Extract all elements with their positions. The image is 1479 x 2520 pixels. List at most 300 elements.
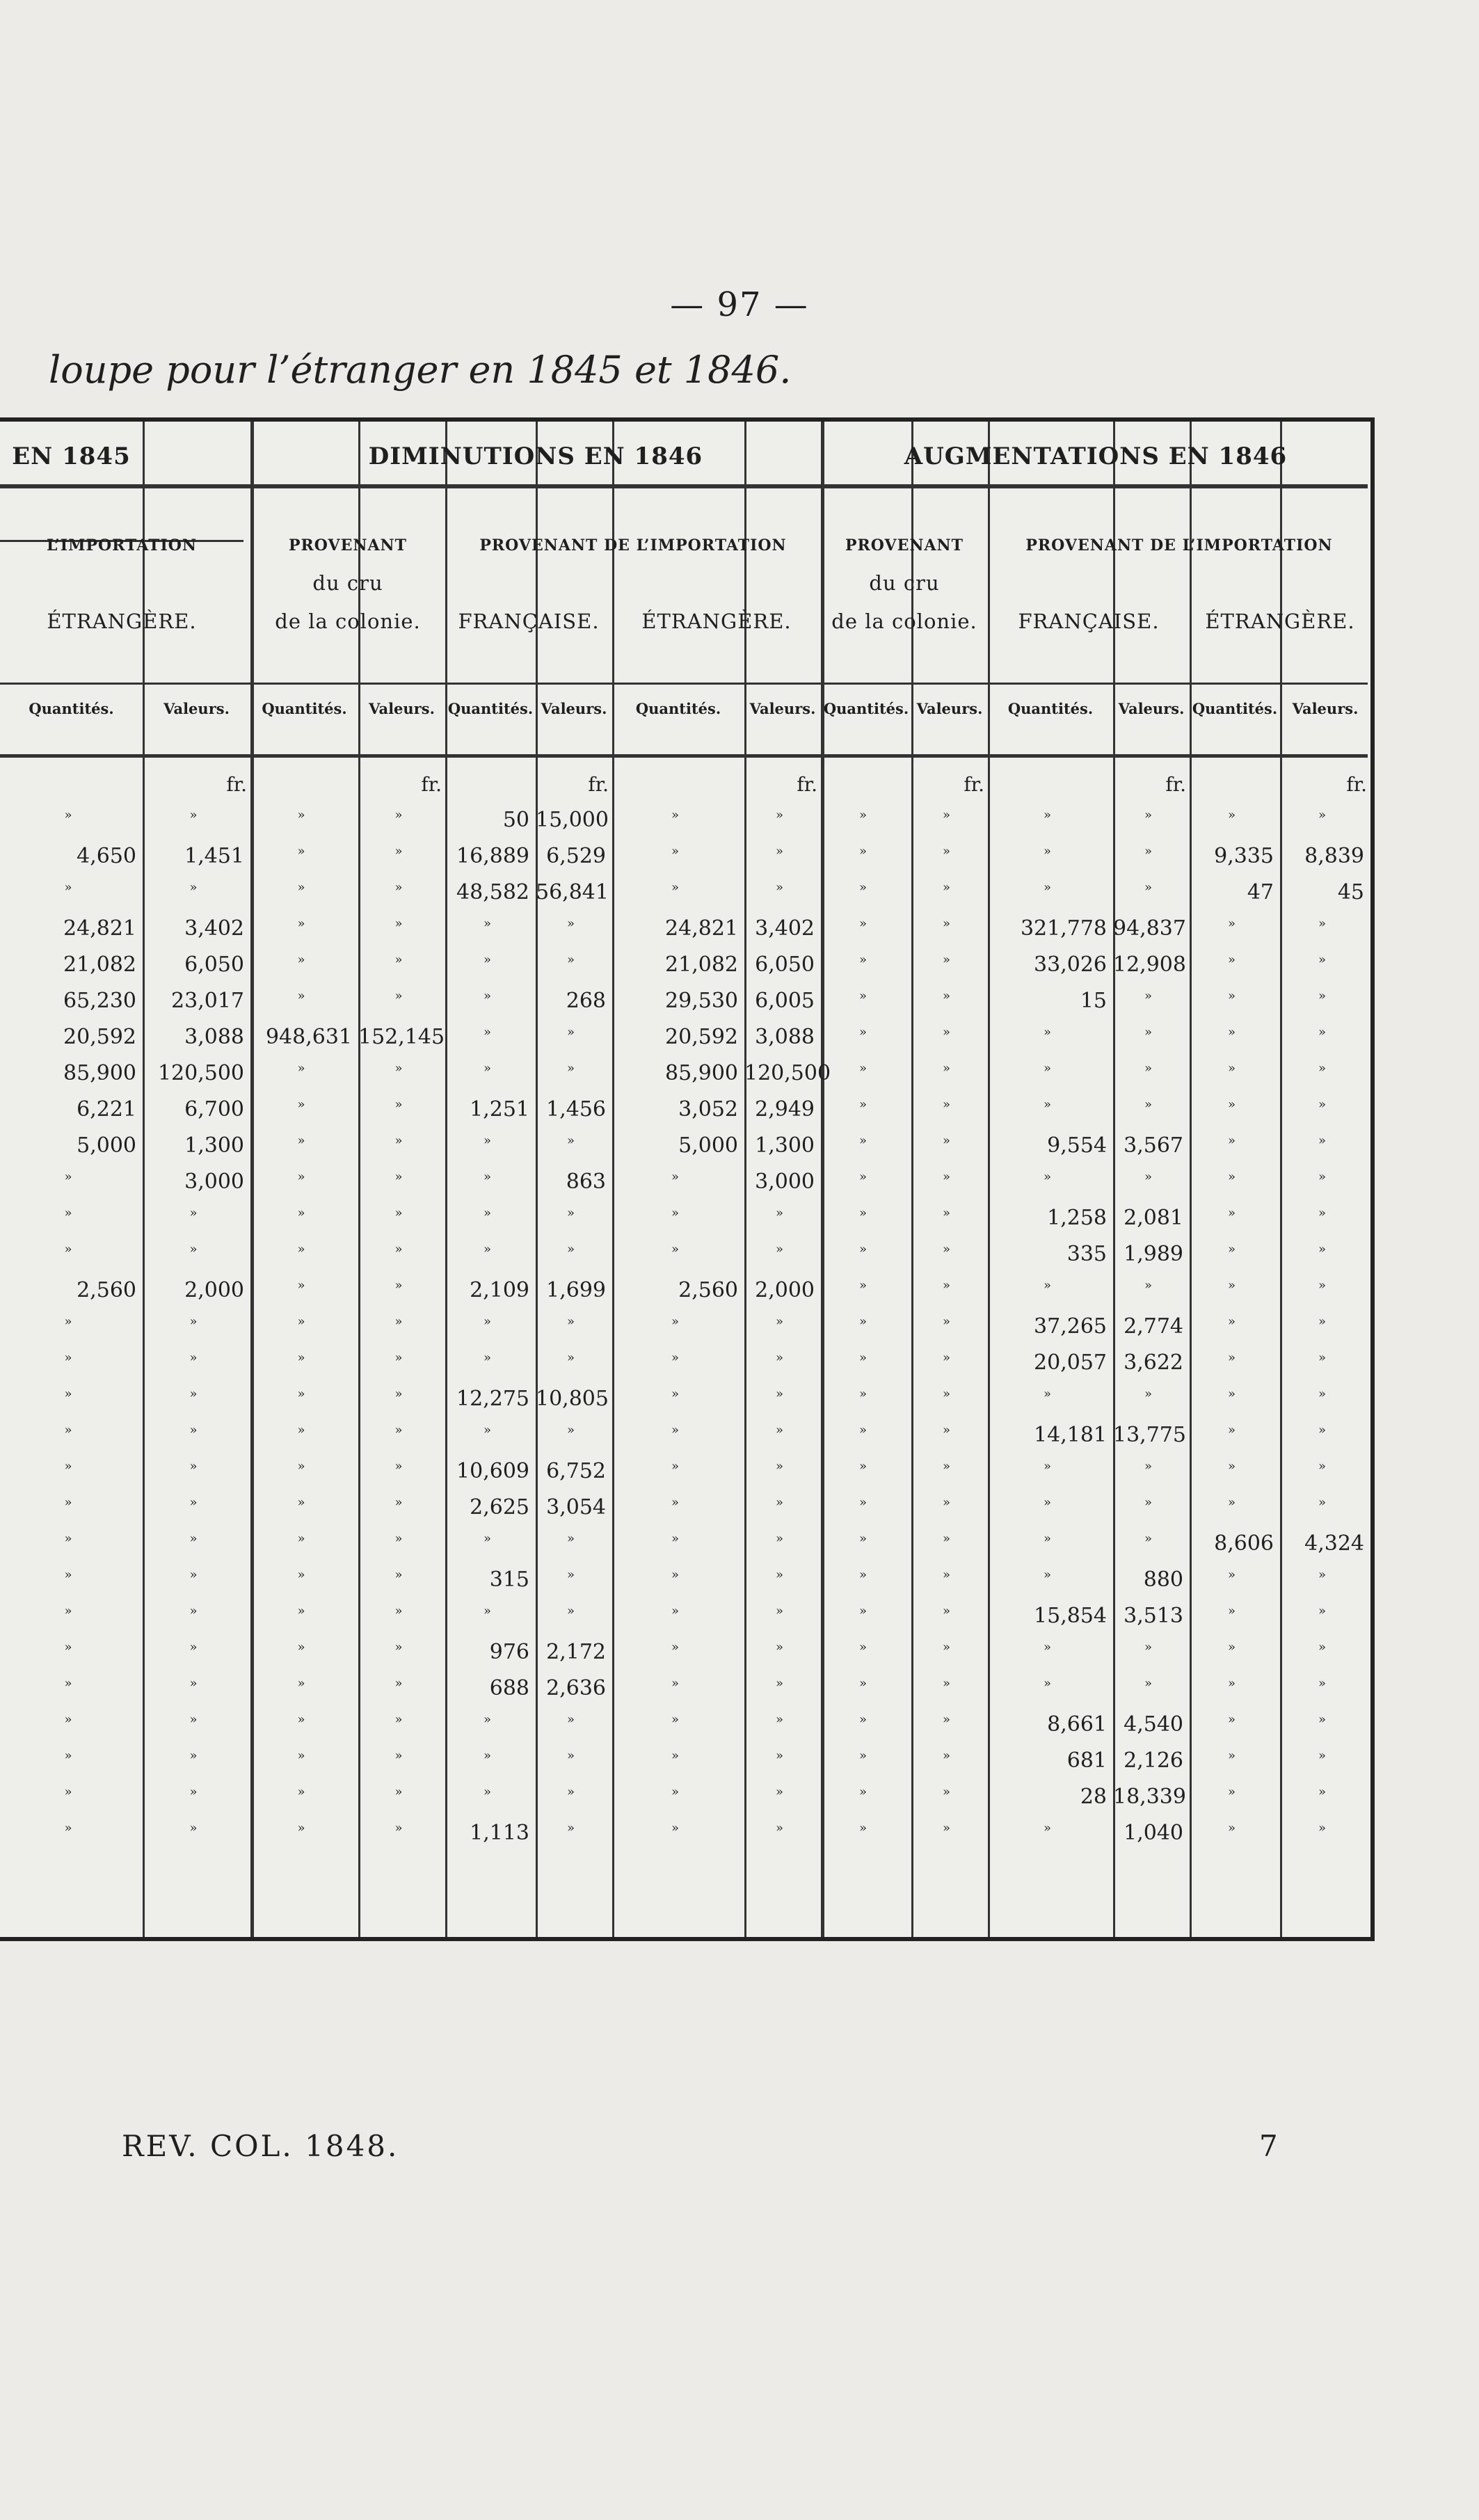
table-cell: » <box>671 1712 679 1727</box>
table-row <box>0 1785 1370 1821</box>
table-cell: » <box>858 1242 867 1257</box>
table-cell: 1,699 <box>546 1278 606 1302</box>
table-cell: » <box>775 1640 783 1654</box>
table-cell: » <box>671 1640 679 1654</box>
header-rule <box>0 484 1368 488</box>
table-cell: » <box>671 844 679 859</box>
table-cell: » <box>1318 1206 1326 1220</box>
table-cell: 1,258 <box>1047 1206 1107 1230</box>
unit-fr: fr. <box>226 773 247 796</box>
table-cell: » <box>297 1170 305 1184</box>
table-cell: » <box>64 1314 72 1329</box>
table-cell: 3,054 <box>546 1495 606 1520</box>
table-cell: » <box>1227 1025 1236 1039</box>
table-cell: » <box>671 1785 679 1799</box>
table-row <box>0 1133 1370 1170</box>
table-cell: » <box>1144 1061 1152 1076</box>
header-de-la-colonie: de la colonie. <box>275 609 421 633</box>
table-cell: » <box>858 880 867 895</box>
table-cell: » <box>942 1242 950 1257</box>
table-cell: » <box>671 1459 679 1474</box>
table-cell: » <box>775 1604 783 1618</box>
table-cell: 2,172 <box>546 1640 606 1664</box>
table-cell: » <box>1318 1821 1326 1835</box>
table-cell: » <box>942 1640 950 1654</box>
table-cell: » <box>394 1314 403 1329</box>
table-cell: » <box>1227 1170 1236 1184</box>
header-de-la-colonie-aug: de la colonie. <box>831 609 977 633</box>
table-cell: » <box>671 1350 679 1365</box>
table-row <box>0 916 1370 952</box>
table-row <box>0 1531 1370 1568</box>
table-cell: » <box>858 1640 867 1654</box>
table-cell: » <box>942 1495 950 1510</box>
table-cell: 8,606 <box>1214 1531 1274 1556</box>
table-cell: 3,052 <box>678 1097 738 1122</box>
table-cell: 9,335 <box>1214 844 1274 868</box>
table-cell: 15,000 <box>536 808 609 832</box>
col-quantites: Quantités. <box>262 700 347 717</box>
table-cell: 1,251 <box>470 1097 529 1122</box>
table-cell: » <box>394 1170 403 1184</box>
table-cell: » <box>942 1170 950 1184</box>
table-cell: » <box>942 1061 950 1076</box>
table-cell: » <box>775 1350 783 1365</box>
table-cell: » <box>1318 1459 1326 1474</box>
table-cell: 10,805 <box>536 1387 609 1411</box>
table-row <box>0 1242 1370 1278</box>
table-cell: 3,622 <box>1124 1350 1183 1375</box>
table-cell: » <box>189 1821 198 1835</box>
table-cell: » <box>297 1712 305 1727</box>
table-cell: » <box>858 1278 867 1293</box>
table-cell: » <box>858 844 867 859</box>
table-cell: » <box>858 952 867 967</box>
table-cell: » <box>671 1568 679 1582</box>
table-cell: » <box>775 1459 783 1474</box>
table-cell: » <box>1318 1387 1326 1401</box>
table-cell: 37,265 <box>1034 1314 1107 1339</box>
table-cell: » <box>858 916 867 931</box>
table-cell: » <box>942 952 950 967</box>
table-cell: 21,082 <box>63 952 136 977</box>
table-row <box>0 1712 1370 1748</box>
table-cell: 2,000 <box>184 1278 244 1302</box>
table-cell: » <box>297 1531 305 1546</box>
table-cell: 2,109 <box>470 1278 529 1302</box>
table-cell: 3,402 <box>184 916 244 941</box>
table-cell: 152,145 <box>358 1025 445 1049</box>
statistics-table <box>0 417 1375 1941</box>
table-cell: » <box>1043 1061 1051 1076</box>
table-cell: » <box>858 1206 867 1220</box>
table-cell: » <box>942 1785 950 1799</box>
table-cell: » <box>942 1459 950 1474</box>
table-cell: 3,567 <box>1124 1133 1183 1158</box>
table-cell: » <box>942 1821 950 1835</box>
table-cell: 1,451 <box>184 844 244 868</box>
table-cell: » <box>483 1531 491 1546</box>
table-cell: 56,841 <box>536 880 609 904</box>
table-cell: » <box>775 1314 783 1329</box>
table-cell: » <box>671 1423 679 1437</box>
table-cell: » <box>297 1133 305 1148</box>
table-cell: » <box>858 1350 867 1365</box>
table-cell: » <box>858 1531 867 1546</box>
table-row <box>0 844 1370 880</box>
table-cell: » <box>942 1097 950 1112</box>
table-cell: » <box>483 1712 491 1727</box>
table-cell: » <box>1043 844 1051 859</box>
table-cell: » <box>942 1568 950 1582</box>
table-cell: » <box>1227 1568 1236 1582</box>
table-cell: » <box>942 1025 950 1039</box>
table-cell: » <box>671 1314 679 1329</box>
table-cell: » <box>942 880 950 895</box>
table-cell: » <box>297 808 305 822</box>
table-cell: » <box>394 880 403 895</box>
table-cell: » <box>1144 1531 1152 1546</box>
table-cell: » <box>1043 880 1051 895</box>
table-cell: » <box>297 1459 305 1474</box>
table-cell: » <box>942 808 950 822</box>
table-cell: » <box>64 1640 72 1654</box>
table-cell: 5,000 <box>77 1133 136 1158</box>
table-cell: » <box>566 1242 575 1257</box>
table-cell: » <box>1227 1423 1236 1437</box>
table-cell: » <box>1144 1097 1152 1112</box>
table-cell: » <box>566 1748 575 1763</box>
table-cell: » <box>942 1133 950 1148</box>
table-cell: 2,000 <box>755 1278 815 1302</box>
table-cell: » <box>394 1785 403 1799</box>
table-cell: » <box>671 1531 679 1546</box>
table-cell: » <box>671 1748 679 1763</box>
table-cell: » <box>189 1314 198 1329</box>
table-cell: » <box>394 952 403 967</box>
table-cell: » <box>1227 952 1236 967</box>
table-cell: » <box>566 1531 575 1546</box>
header-provenant-importation-aug: PROVENANT DE L’IMPORTATION <box>1025 536 1333 555</box>
table-cell: 948,631 <box>265 1025 352 1049</box>
table-cell: » <box>775 1495 783 1510</box>
table-row <box>0 1459 1370 1495</box>
table-cell: » <box>775 880 783 895</box>
table-cell: 10,609 <box>456 1459 529 1483</box>
table-cell: » <box>1043 1640 1051 1654</box>
table-cell: » <box>775 1748 783 1763</box>
table-cell: » <box>1318 1097 1326 1112</box>
col-quantites: Quantités. <box>823 700 909 717</box>
table-cell: 6,529 <box>546 844 606 868</box>
table-cell: » <box>297 1604 305 1618</box>
table-cell: » <box>297 1206 305 1220</box>
table-row <box>0 1568 1370 1604</box>
table-cell: 2,081 <box>1124 1206 1183 1230</box>
table-cell: » <box>297 989 305 1003</box>
table-cell: » <box>566 916 575 931</box>
table-cell: » <box>297 1350 305 1365</box>
col-quantites: Quantités. <box>447 700 534 717</box>
header-importation: L’IMPORTATION <box>46 536 198 555</box>
table-cell: » <box>775 1676 783 1691</box>
header-etrangere-1845: ÉTRANGÈRE. <box>47 609 197 633</box>
table-cell: 23,017 <box>171 989 244 1013</box>
table-cell: 3,088 <box>184 1025 244 1049</box>
table-cell: » <box>394 1712 403 1727</box>
table-cell: » <box>566 1350 575 1365</box>
table-cell: » <box>189 1495 198 1510</box>
table-cell: » <box>1144 989 1152 1003</box>
table-cell: » <box>394 1459 403 1474</box>
table-cell: » <box>64 1821 72 1835</box>
table-cell: » <box>297 1423 305 1437</box>
table-cell: 15,854 <box>1034 1604 1107 1628</box>
table-cell: 4,540 <box>1124 1712 1183 1737</box>
table-cell: » <box>189 1387 198 1401</box>
table-cell: » <box>297 1314 305 1329</box>
table-cell: » <box>394 1061 403 1076</box>
table-cell: » <box>1227 1748 1236 1763</box>
table-cell: » <box>858 1423 867 1437</box>
table-cell: » <box>858 989 867 1003</box>
table-cell: » <box>483 1423 491 1437</box>
table-cell: » <box>1043 1821 1051 1835</box>
table-cell: » <box>1318 1748 1326 1763</box>
table-cell: 24,821 <box>63 916 136 941</box>
table-cell: » <box>483 952 491 967</box>
table-cell: » <box>942 1314 950 1329</box>
table-cell: » <box>189 880 198 895</box>
table-cell: » <box>297 880 305 895</box>
table-cell: » <box>64 1459 72 1474</box>
table-cell: » <box>1144 1387 1152 1401</box>
unit-fr: fr. <box>421 773 442 796</box>
table-cell: 20,592 <box>665 1025 738 1049</box>
col-quantites: Quantités. <box>29 700 114 717</box>
table-cell: » <box>189 1676 198 1691</box>
table-cell: » <box>1318 1423 1326 1437</box>
table-cell: 21,082 <box>665 952 738 977</box>
table-row <box>0 1025 1370 1061</box>
table-cell: » <box>64 1206 72 1220</box>
table-cell: » <box>394 1387 403 1401</box>
table-row <box>0 1640 1370 1676</box>
table-cell: 1,456 <box>546 1097 606 1122</box>
table-cell: » <box>1144 880 1152 895</box>
unit-fr: fr. <box>964 773 984 796</box>
col-valeurs: Valeurs. <box>1118 700 1185 717</box>
table-cell: 1,300 <box>184 1133 244 1158</box>
table-cell: » <box>858 808 867 822</box>
table-cell: » <box>1318 1568 1326 1582</box>
table-cell: » <box>1318 989 1326 1003</box>
table-cell: » <box>189 1350 198 1365</box>
table-cell: » <box>1144 1676 1152 1691</box>
table-row <box>0 1206 1370 1242</box>
table-cell: » <box>394 1423 403 1437</box>
table-cell: » <box>775 844 783 859</box>
table-cell: » <box>1227 1097 1236 1112</box>
table-cell: » <box>1043 1170 1051 1184</box>
table-cell: 6,700 <box>184 1097 244 1122</box>
table-cell: » <box>483 1133 491 1148</box>
table-cell: » <box>566 1712 575 1727</box>
table-cell: » <box>566 1568 575 1582</box>
table-cell: » <box>394 1495 403 1510</box>
table-cell: » <box>1227 1314 1236 1329</box>
table-cell: » <box>1227 1676 1236 1691</box>
table-cell: » <box>297 1061 305 1076</box>
col-valeurs: Valeurs. <box>541 700 607 717</box>
table-cell: » <box>775 1568 783 1582</box>
header-du-cru-aug: du cru <box>869 571 940 595</box>
table-cell: 3,000 <box>184 1170 244 1194</box>
table-cell: 9,554 <box>1047 1133 1107 1158</box>
table-cell: » <box>189 1712 198 1727</box>
table-cell: » <box>64 1676 72 1691</box>
table-cell: » <box>1318 1785 1326 1799</box>
table-cell: » <box>483 1242 491 1257</box>
table-cell: » <box>942 1350 950 1365</box>
table-cell: » <box>1227 1242 1236 1257</box>
table-cell: » <box>1144 1278 1152 1293</box>
table-cell: » <box>1318 808 1326 822</box>
table-cell: » <box>189 1640 198 1654</box>
header-etrangere-aug: ÉTRANGÈRE. <box>1205 609 1355 633</box>
table-cell: » <box>297 916 305 931</box>
table-cell: » <box>1318 1133 1326 1148</box>
table-row <box>0 1097 1370 1133</box>
table-cell: » <box>297 1097 305 1112</box>
table-row <box>0 1061 1370 1097</box>
table-cell: » <box>566 1423 575 1437</box>
table-cell: » <box>483 1785 491 1799</box>
table-cell: 880 <box>1143 1568 1183 1592</box>
table-cell: » <box>189 808 198 822</box>
table-cell: 6,221 <box>77 1097 136 1122</box>
table-cell: 6,050 <box>184 952 244 977</box>
table-cell: » <box>64 1785 72 1799</box>
table-cell: 2,560 <box>77 1278 136 1302</box>
table-cell: 33,026 <box>1034 952 1107 977</box>
table-cell: » <box>858 1821 867 1835</box>
table-cell: » <box>64 808 72 822</box>
footer-sheet-number: 7 <box>1259 2129 1278 2163</box>
table-cell: » <box>566 1133 575 1148</box>
header-provenant: PROVENANT <box>288 536 408 555</box>
table-cell: » <box>394 808 403 822</box>
table-cell: 28 <box>1080 1785 1107 1809</box>
unit-fr: fr. <box>797 773 817 796</box>
table-cell: 85,900 <box>665 1061 738 1085</box>
table-cell: 2,949 <box>755 1097 815 1122</box>
table-cell: » <box>775 808 783 822</box>
table-cell: » <box>297 1568 305 1582</box>
table-cell: » <box>858 1097 867 1112</box>
table-cell: » <box>1043 1025 1051 1039</box>
table-cell: 4,324 <box>1304 1531 1364 1556</box>
table-cell: 18,339 <box>1113 1785 1186 1809</box>
table-cell: » <box>394 1821 403 1835</box>
table-cell: » <box>1227 1278 1236 1293</box>
header-du-cru: du cru <box>312 571 383 595</box>
table-cell: 48,582 <box>456 880 529 904</box>
table-cell: » <box>64 1748 72 1763</box>
table-cell: 1,300 <box>755 1133 815 1158</box>
table-cell: » <box>297 1821 305 1835</box>
table-cell: » <box>1227 1821 1236 1835</box>
table-cell: » <box>942 1387 950 1401</box>
col-quantites: Quantités. <box>1192 700 1278 717</box>
table-cell: » <box>671 880 679 895</box>
table-row <box>0 1278 1370 1314</box>
header-diminutions: DIMINUTIONS EN 1846 <box>368 442 703 470</box>
table-cell: » <box>942 1604 950 1618</box>
header-provenant-aug: PROVENANT <box>845 536 964 555</box>
table-cell: 2,636 <box>546 1676 606 1700</box>
table-cell: » <box>64 1568 72 1582</box>
table-cell: 4,650 <box>77 844 136 868</box>
table-cell: » <box>483 1314 491 1329</box>
table-cell: » <box>1227 1350 1236 1365</box>
table-row <box>0 952 1370 989</box>
table-cell: » <box>394 1748 403 1763</box>
header-etrangere: ÉTRANGÈRE. <box>641 609 792 633</box>
table-cell: » <box>942 989 950 1003</box>
table-cell: » <box>858 1676 867 1691</box>
table-cell: » <box>858 1387 867 1401</box>
table-cell: » <box>1318 1712 1326 1727</box>
table-cell: » <box>394 916 403 931</box>
table-cell: » <box>64 1387 72 1401</box>
table-cell: » <box>189 1531 198 1546</box>
table-cell: » <box>394 1640 403 1654</box>
table-cell: » <box>858 1712 867 1727</box>
table-cell: » <box>297 1495 305 1510</box>
header-francaise: FRANÇAISE. <box>458 609 600 633</box>
table-cell: » <box>671 1242 679 1257</box>
table-cell: » <box>64 880 72 895</box>
table-cell: » <box>671 1170 679 1184</box>
table-cell: » <box>775 1785 783 1799</box>
table-cell: » <box>189 1568 198 1582</box>
table-cell: 3,513 <box>1124 1604 1183 1628</box>
table-cell: 13,775 <box>1113 1423 1186 1447</box>
table-cell: » <box>1227 1459 1236 1474</box>
header-augmentations: AUGMENTATIONS EN 1846 <box>904 442 1288 470</box>
table-cell: » <box>394 1531 403 1546</box>
unit-fr: fr. <box>588 773 609 796</box>
table-row <box>0 1676 1370 1712</box>
table-cell: 12,908 <box>1113 952 1186 977</box>
table-cell: » <box>858 1133 867 1148</box>
table-cell: 85,900 <box>63 1061 136 1085</box>
table-cell: » <box>942 1676 950 1691</box>
table-cell: » <box>483 1061 491 1076</box>
table-cell: » <box>1227 1495 1236 1510</box>
unit-fr: fr. <box>1165 773 1186 796</box>
table-row <box>0 1748 1370 1785</box>
table-cell: » <box>1043 1459 1051 1474</box>
table-row <box>0 1387 1370 1423</box>
table-row <box>0 1423 1370 1459</box>
table-cell: » <box>671 1604 679 1618</box>
table-row <box>0 880 1370 916</box>
table-cell: 15 <box>1080 989 1107 1013</box>
table-cell: 2,774 <box>1124 1314 1183 1339</box>
table-cell: » <box>483 1025 491 1039</box>
